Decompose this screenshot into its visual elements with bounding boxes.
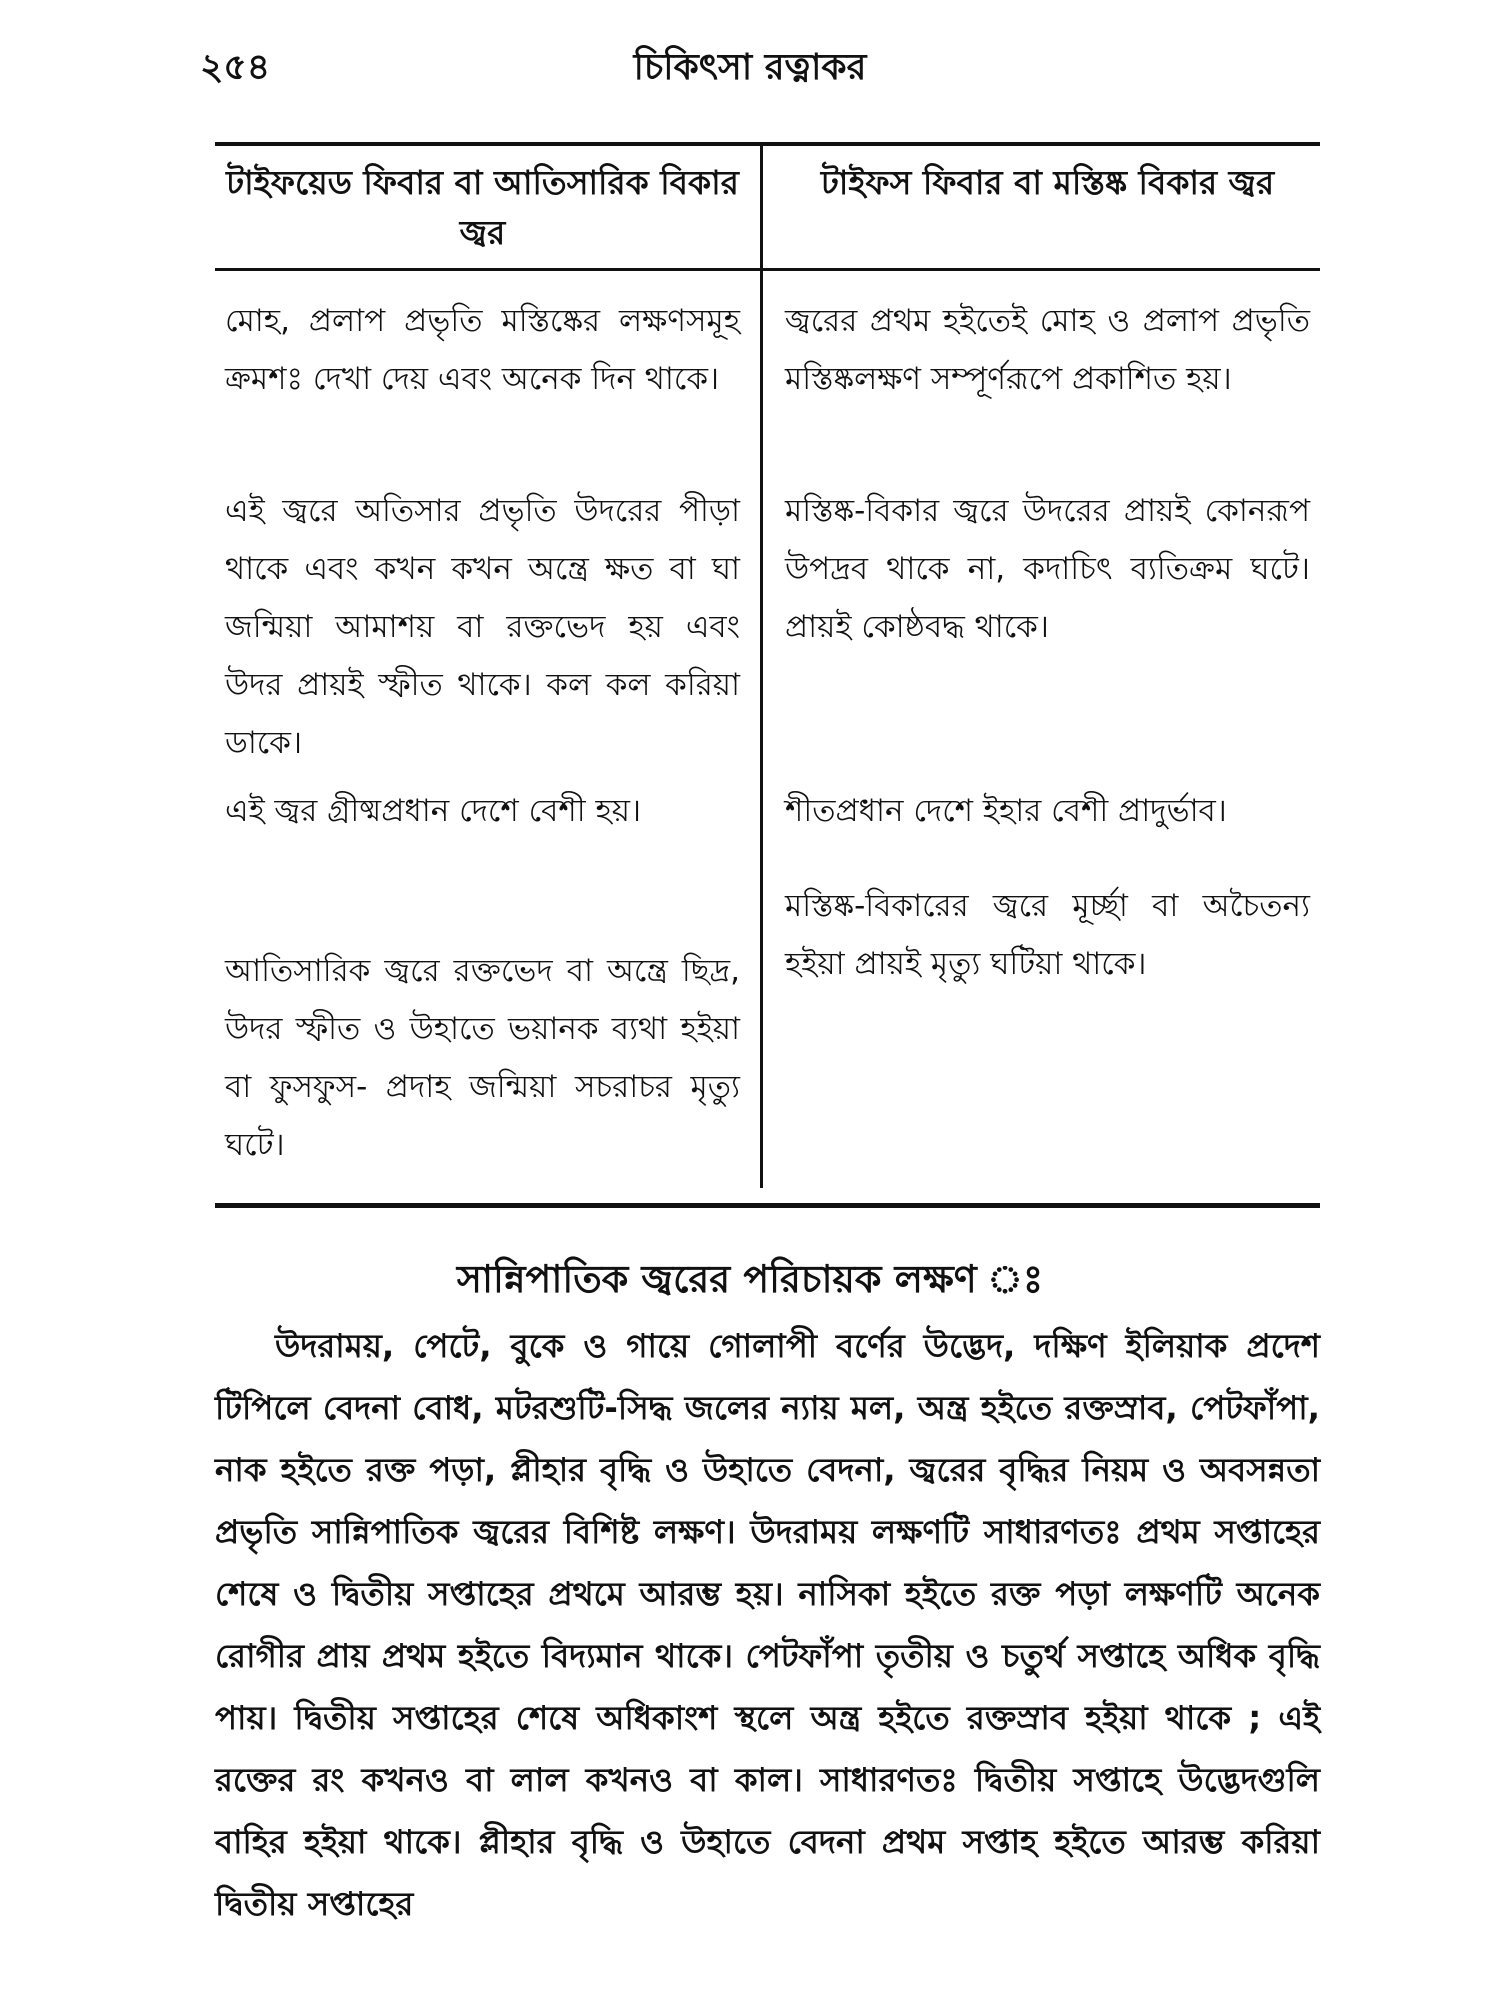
section-heading: সান্নিপাতিক জ্বরের পরিচায়ক লক্ষণ ঃ <box>456 1257 1044 1301</box>
left-column-header: টাইফয়েড ফিবার বা আতিসারিক বিকার জ্বর <box>226 163 739 252</box>
table-bottom-rule <box>215 1203 1320 1208</box>
running-title: চিকিৎসা রত্নাকর <box>633 47 867 88</box>
column-divider <box>760 142 763 1188</box>
left-column <box>225 142 740 1208</box>
table-cell-left-4: আতিসারিক জ্বরে রক্তভেদ বা অন্ত্রে ছিদ্র, উদর স্ফীত ও উহাতে ভয়ানক ব্যথা হইয়া বা ফুসফুস- প্রদাহ জন্মিয়া সচরাচর মৃত্যু ঘটে। <box>225 953 740 1163</box>
body-paragraph: উদরাময়, পেটে, বুকে ও গায়ে গোলাপী বর্ণের উদ্ভেদ, দক্ষিণ ইলিয়াক প্রদেশ টিপিলে বেদনা বোধ, মটরশুটি-সিদ্ধ জলের ন্যায় মল, অন্ত্র হইতে রক্তস্রাব, পেটফাঁপা, নাক হইতে রক্ত পড়া, প্লীহার বৃদ্ধি ও উহাতে বেদনা, জ্বরের বৃদ্ধির নিয়ম ও অবসন্নতা প্রভৃতি সান্নিপাতিক জ্বরের বিশিষ্ট লক্ষণ। উদরাময় লক্ষণটি সাধারণতঃ প্রথম সপ্তাহের শেষে ও দ্বিতীয় সপ্তাহের প্রথমে আরম্ভ হয়। নাসিকা হইতে রক্ত পড়া লক্ষণটি অনেক রোগীর প্রায় প্রথম হইতে বিদ্যমান থাকে। পেটফাঁপা তৃতীয় ও চতুর্থ সপ্তাহে অধিক বৃদ্ধি পায়। দ্বিতীয় সপ্তাহের শেষে অধিকাংশ স্থলে অন্ত্র হইতে রক্তস্রাব হইয়া থাকে ; এই রক্তের রং কখনও বা লাল কখনও বা কাল। সাধারণতঃ দ্বিতীয় সপ্তাহে উদ্ভেদগুলি বাহির হইয়া থাকে। প্লীহার বৃদ্ধি ও উহাতে বেদনা প্রথম সপ্তাহ হইতে আরম্ভ করিয়া দ্বিতীয় সপ্তাহের <box>215 1327 1320 1923</box>
right-column <box>785 142 1310 1208</box>
table-cell-right-1: জ্বরের প্রথম হইতেই মোহ ও প্রলাপ প্রভৃতি মস্তিষ্কলক্ষণ সম্পূর্ণরূপে প্রকাশিত হয়। <box>785 303 1310 397</box>
right-column-header: টাইফস ফিবার বা মস্তিষ্ক বিকার জ্বর <box>820 163 1275 202</box>
table-cell-right-3: শীতপ্রধান দেশে ইহার বেশী প্রাদুর্ভাব। <box>785 793 1227 829</box>
page-number: ২৫৪ <box>200 47 271 88</box>
table-cell-left-3: এই জ্বর গ্রীষ্মপ্রধান দেশে বেশী হয়। <box>225 793 642 829</box>
table-cell-left-1: মোহ, প্রলাপ প্রভৃতি মস্তিষ্কের লক্ষণসমূহ ক্রমশঃ দেখা দেয় এবং অনেক দিন থাকে। <box>225 303 740 397</box>
comparison-table <box>215 142 1320 1208</box>
table-cell-right-4: মস্তিষ্ক-বিকারের জ্বরে মূর্চ্ছা বা অচৈতন্য হইয়া প্রায়ই মৃত্যু ঘটিয়া থাকে। <box>785 888 1310 982</box>
table-cell-left-2: এই জ্বরে অতিসার প্রভৃতি উদরের পীড়া থাকে এবং কখন কখন অন্ত্রে ক্ষত বা ঘা জন্মিয়া আমাশয় বা রক্তভেদ হয় এবং উদর প্রায়ই স্ফীত থাকে। কল কল করিয়া ডাকে। <box>225 493 740 761</box>
table-cell-right-2: মস্তিষ্ক-বিকার জ্বরে উদরের প্রায়ই কোনরূপ উপদ্রব থাকে না, কদাচিৎ ব্যতিক্রম ঘটে। প্রায়ই কোষ্ঠবদ্ধ থাকে। <box>785 493 1310 645</box>
